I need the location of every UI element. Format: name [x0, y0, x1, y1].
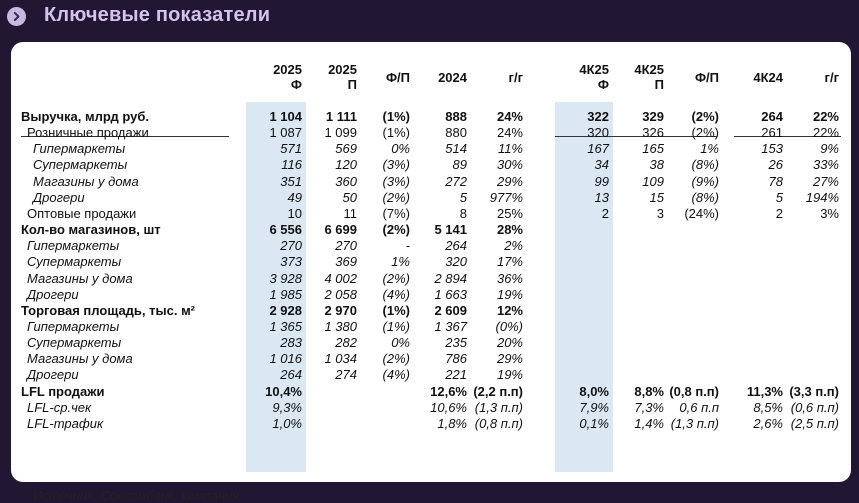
table-cell: 20%	[496, 335, 523, 350]
table-cell: 1 034	[324, 351, 357, 366]
column-header-line: 4К24	[753, 70, 783, 85]
row-label: Выручка, млрд руб.	[21, 109, 149, 124]
table-cell: 4 002	[324, 271, 357, 286]
table-cell: 2 894	[434, 271, 467, 286]
table-cell: 194%	[805, 190, 839, 205]
table-cell: 13	[594, 190, 609, 205]
table-cell: (4%)	[382, 287, 410, 302]
table-cell: 514	[445, 141, 467, 156]
table-cell: 78	[768, 174, 783, 189]
table-cell: 11	[343, 206, 357, 221]
table-cell: 1 663	[434, 287, 467, 302]
table-cell: 167	[587, 141, 609, 156]
table-cell: (4%)	[382, 367, 410, 382]
table-cell: 2	[601, 206, 609, 221]
column-header	[547, 62, 609, 92]
row-label: Гипермаркеты	[33, 141, 126, 156]
table-cell: 1 104	[269, 109, 302, 124]
table-cell: (0,6 п.п)	[790, 400, 839, 415]
column-header-line: П	[654, 77, 664, 92]
table-cell: 1,0%	[272, 416, 302, 431]
row-label: Дрогери	[33, 190, 85, 205]
table-cell: (0,8 п.п)	[474, 416, 523, 431]
table-cell: 19%	[496, 287, 523, 302]
table-cell: 351	[280, 174, 302, 189]
table-cell: 373	[280, 254, 302, 269]
table-cell: (8%)	[691, 190, 719, 205]
table-cell: 1 099	[324, 125, 357, 140]
table-cell: (0,8 п.п)	[669, 384, 719, 399]
column-header-line: г/г	[508, 70, 523, 85]
table-cell: 7,3%	[634, 400, 664, 415]
page-title: Ключевые показатели	[44, 4, 271, 26]
table-cell: 322	[587, 109, 609, 124]
column-header	[773, 70, 839, 85]
column-header-line: Ф	[290, 77, 302, 92]
table-cell: 120	[335, 157, 357, 172]
table-cell: 25%	[496, 206, 523, 221]
table-cell: 1,8%	[437, 416, 467, 431]
table-cell: (2%)	[382, 190, 410, 205]
row-label: Магазины у дома	[33, 174, 139, 189]
table-cell: 34	[594, 157, 609, 172]
column-header	[354, 70, 410, 85]
table-cell: 282	[335, 335, 357, 350]
table-cell: 2 058	[324, 287, 357, 302]
table-cell: 36%	[496, 271, 523, 286]
table-cell: 283	[280, 335, 302, 350]
table-cell: 26	[768, 157, 783, 172]
table-cell: (3,3 п.п)	[789, 384, 839, 399]
table-cell: 10,6%	[430, 400, 467, 415]
table-cell: 12%	[496, 303, 523, 318]
table-cell: 880	[445, 125, 467, 140]
table-cell: 1 087	[269, 125, 302, 140]
table-cell: 0,1%	[579, 416, 609, 431]
table-cell: 99	[594, 174, 609, 189]
table-cell: (1%)	[382, 303, 410, 318]
table-cell: 17%	[496, 254, 523, 269]
table-cell: (3%)	[382, 157, 410, 172]
column-header-line: г/г	[824, 70, 839, 85]
column-header	[606, 62, 664, 92]
table-cell: 320	[587, 125, 609, 140]
table-cell: 5	[775, 190, 783, 205]
table-cell: 29%	[496, 174, 523, 189]
table-cell: 22%	[812, 125, 839, 140]
table-cell: 326	[642, 125, 664, 140]
table-cell: 28%	[496, 222, 523, 237]
table-cell: 1 365	[269, 319, 302, 334]
table-cell: 221	[445, 367, 467, 382]
row-label: Кол-во магазинов, шт	[21, 222, 161, 237]
row-label: Супермаркеты	[33, 157, 128, 172]
table-cell: 24%	[496, 109, 523, 124]
table-cell: 1 016	[269, 351, 302, 366]
column-header-line: Ф/П	[694, 70, 719, 85]
row-label: Торговая площадь, тыс. м²	[21, 303, 196, 318]
table-cell: 569	[335, 141, 357, 156]
table-cell: (24%)	[684, 206, 719, 221]
table-cell: 11%	[497, 141, 523, 156]
table-cell: 3	[656, 206, 664, 221]
table-cell: 369	[335, 254, 357, 269]
table-cell: 153	[761, 141, 783, 156]
source-note: Источник: Совкомбанк, компания	[33, 488, 240, 503]
table-cell: (1,3 п.п)	[670, 416, 719, 431]
table-cell: 272	[445, 174, 467, 189]
column-header-line: П	[347, 77, 357, 92]
table-cell: 0%	[391, 335, 410, 350]
table-cell: 8,0%	[579, 384, 609, 399]
table-cell: 1 111	[325, 109, 357, 124]
table-cell: 49	[287, 190, 302, 205]
table-cell: 8,8%	[634, 384, 664, 399]
table-cell: (2%)	[382, 271, 410, 286]
table-cell: 320	[445, 254, 467, 269]
table-cell: 9,3%	[272, 400, 302, 415]
table-cell: 1 985	[269, 287, 302, 302]
table-cell: 30%	[496, 157, 523, 172]
row-label: Супермаркеты	[27, 254, 122, 269]
column-header	[299, 62, 357, 92]
table-cell: -	[405, 238, 410, 253]
table-cell: (1%)	[382, 109, 410, 124]
row-label: Магазины у дома	[27, 271, 133, 286]
table-cell: (2%)	[382, 351, 410, 366]
table-cell: (1,3 п.п)	[474, 400, 523, 415]
row-label: Дрогери	[27, 367, 79, 382]
table-cell: 1%	[700, 141, 719, 156]
table-cell: 329	[642, 109, 664, 124]
table-cell: 19%	[496, 367, 523, 382]
row-label: Магазины у дома	[27, 351, 133, 366]
table-cell: 1 367	[434, 319, 467, 334]
table-cell: (9%)	[691, 174, 719, 189]
table-cell: 24%	[496, 125, 523, 140]
column-header	[659, 70, 719, 85]
table-cell: 5	[459, 190, 467, 205]
row-label: Гипермаркеты	[27, 319, 120, 334]
column-header-line: 2025	[273, 62, 302, 77]
table-cell: 6 556	[269, 222, 302, 237]
table-cell: 264	[761, 109, 783, 124]
table-cell: 5 141	[434, 222, 467, 237]
table-cell: 888	[445, 109, 467, 124]
table-cell: 22%	[812, 109, 839, 124]
table-cell: 2	[775, 206, 783, 221]
column-header-line: 4К25	[634, 62, 664, 77]
table-cell: 264	[445, 238, 467, 253]
table-cell: 33%	[812, 157, 839, 172]
table-cell: 2 609	[434, 303, 467, 318]
row-label: Гипермаркеты	[27, 238, 120, 253]
column-header-line: Ф	[597, 77, 609, 92]
table-cell: 261	[761, 125, 783, 140]
table-cell: 235	[445, 335, 467, 350]
table-cell: 12,6%	[430, 384, 467, 399]
table-cell: 2 970	[324, 303, 357, 318]
row-label: LFL продажи	[21, 384, 105, 399]
table-cell: 10,4%	[265, 384, 302, 399]
table-cell: (1%)	[382, 319, 410, 334]
table-cell: 571	[280, 141, 302, 156]
table-cell: 89	[452, 157, 467, 172]
table-cell: 6 699	[324, 222, 357, 237]
table-cell: 109	[642, 174, 664, 189]
table-cell: 1,4%	[634, 416, 664, 431]
table-cell: 360	[335, 174, 357, 189]
column-header-line: Ф/П	[385, 70, 410, 85]
row-label: Дрогери	[27, 287, 79, 302]
table-cell: 50	[342, 190, 357, 205]
table-cell: 2%	[504, 238, 523, 253]
table-cell: 2,6%	[753, 416, 783, 431]
table-cell: (2%)	[691, 125, 719, 140]
table-cell: (1%)	[382, 125, 410, 140]
row-label: Розничные продажи	[27, 125, 149, 140]
table-cell: (3%)	[382, 174, 410, 189]
table-cell: 0%	[391, 141, 410, 156]
table-cell: 1 380	[324, 319, 357, 334]
table-cell: 3 928	[269, 271, 302, 286]
row-label: LFL-ср.чек	[27, 400, 92, 415]
table-cell: 270	[335, 238, 357, 253]
table-cell: 27%	[812, 174, 839, 189]
table-cell: 15	[649, 190, 664, 205]
chevron-right-icon	[7, 7, 26, 26]
table-cell: 274	[335, 367, 357, 382]
row-label: Оптовые продажи	[27, 206, 137, 221]
table-cell: 1%	[391, 254, 410, 269]
table-cell: (2,2 п.п)	[473, 384, 523, 399]
table-cell: (7%)	[382, 206, 410, 221]
table-cell: (2,5 п.п)	[790, 416, 839, 431]
column-header	[244, 62, 302, 92]
table-cell: 270	[280, 238, 302, 253]
column-header	[403, 70, 467, 85]
table-cell: 8,5%	[753, 400, 783, 415]
table-cell: 7,9%	[579, 400, 609, 415]
table-cell: 786	[445, 351, 467, 366]
table-cell: (2%)	[382, 222, 410, 237]
table-cell: 29%	[496, 351, 523, 366]
slide-header	[0, 0, 859, 40]
row-label: Супермаркеты	[27, 335, 122, 350]
table-cell: 10	[287, 206, 302, 221]
table-cell: 38	[649, 157, 664, 172]
table-panel	[11, 42, 851, 503]
table-cell: 977%	[489, 190, 523, 205]
table-cell: 0,6 п.п	[679, 400, 719, 415]
row-label: LFL-трафик	[27, 416, 104, 431]
table-cell: 11,3%	[746, 384, 783, 399]
table-cell: (2%)	[691, 109, 719, 124]
table-cell: 9%	[820, 141, 839, 156]
column-header-line: 4К25	[579, 62, 609, 77]
table-cell: (0%)	[495, 319, 523, 334]
table-cell: 264	[280, 367, 302, 382]
table-cell: 165	[642, 141, 664, 156]
table-cell: 116	[281, 157, 302, 172]
table-cell: 8	[459, 206, 467, 221]
table-cell: 3%	[820, 206, 839, 221]
column-header-line: 2024	[438, 70, 467, 85]
column-header-line: 2025	[328, 62, 357, 77]
column-header	[467, 70, 523, 85]
table-cell: (8%)	[691, 157, 719, 172]
table-cell: 2 928	[269, 303, 302, 318]
